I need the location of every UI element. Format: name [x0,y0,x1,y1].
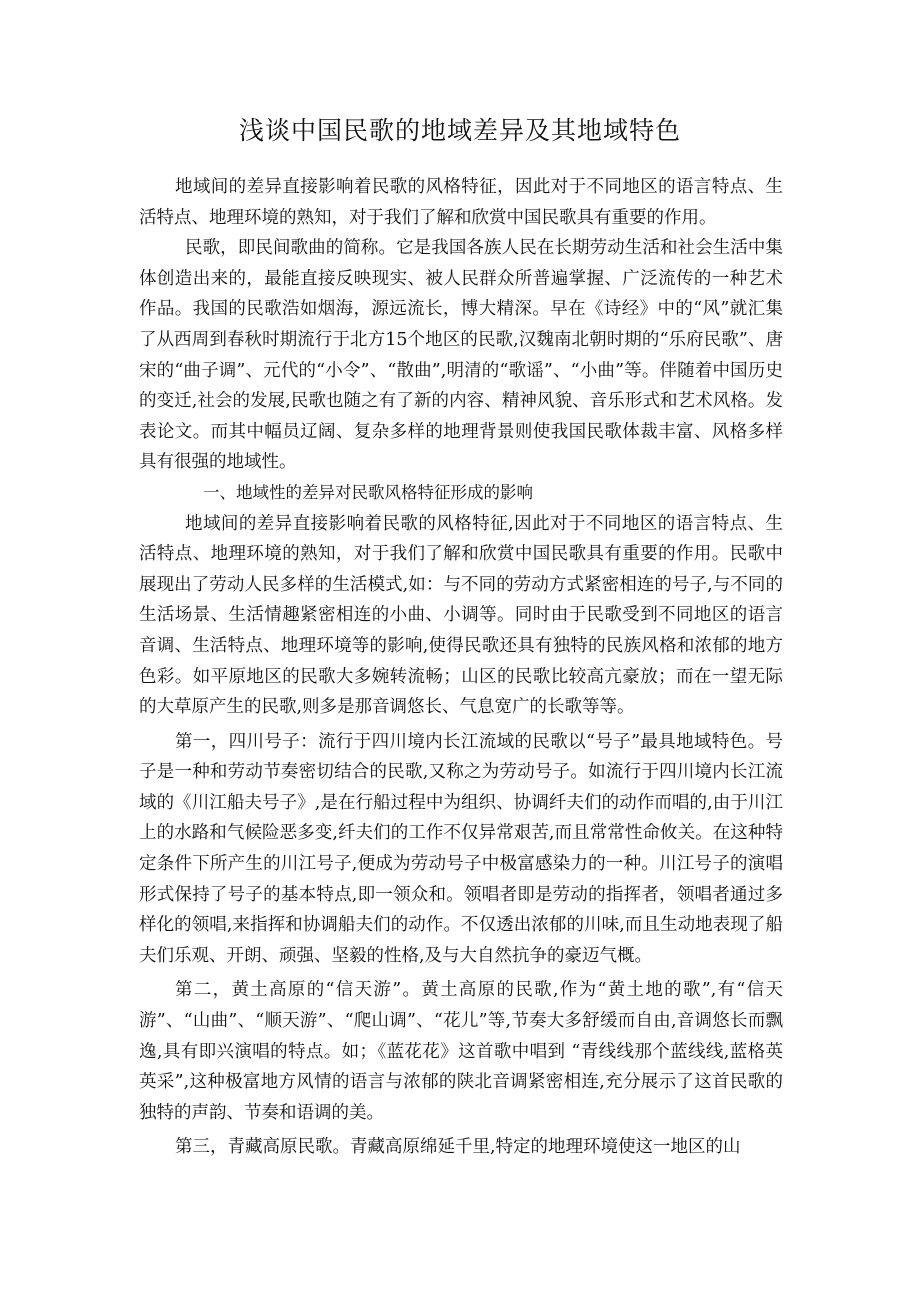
paragraph-regional-differences: 地域间的差异直接影响着民歌的风格特征,因此对于不同地区的语言特点、生活特点、地理环境的熟知，对于我们了解和欣赏中国民歌具有重要的作用。民歌中展现出了劳动人民多样的生活模式,如：与不同的劳动方式紧密相连的号子,与不同的生活场景、生活情趣紧密相连的小曲、小调等。同时由于民歌受到不同地区的语言音调、生活特点、地理环境等的影响,使得民歌还具有独特的民族风格和浓郁的地方色彩。如平原地区的民歌大多婉转流畅；山区的民歌比较高亢豪放；而在一望无际的大草原产生的民歌,则多是那音调悠长、气息宽广的长歌等等。 [139,513,783,718]
paragraph-sichuan-haozi: 第一，四川号子：流行于四川境内长江流域的民歌以“号子”最具地域特色。号子是一种和劳动节奏密切结合的民歌,又称之为劳动号子。如流行于四川境内长江流域的《川江船夫号子》,是在行船过程中为组织、协调纤夫们的动作而唱的,由于川江上的水路和气候险恶多变,纤夫们的工作不仅异常艰苦,而且常常性命攸关。在这种特定条件下所产生的川江号子,便成为劳动号子中极富感染力的一种。川江号子的演唱形式保持了号子的基本特点,即一领众和。领唱者即是劳动的指挥者，领唱者通过多样化的领唱,来指挥和协调船夫们的动作。不仅透出浓郁的川味,而且生动地表现了船夫们乐观、开朗、顽强、坚毅的性格,及与大自然抗争的豪迈气概。 [139,731,783,966]
paragraph-qinghai-tibet: 第三，青藏高原民歌。青藏高原绵延千里,特定的地理环境使这一地区的山 [175,1137,741,1158]
paragraph-xintianyou: 第二，黄土高原的“信天游”。黄土高原的民歌,作为“黄土地的歌”,有“信天游”、“山曲”、“顺天游”、“爬山调”、“花儿”等,节奏大多舒缓而自由,音调悠长而飘逸,具有即兴演唱的特点。如；《蓝花花》这首歌中唱到 “青线线那个蓝线线,蓝格英英采”,这种极富地方风情的语言与浓郁的陕北音调紧密相连,充分展示了这首民歌的独特的声韵、节奏和语调的美。 [139,980,783,1123]
paragraph-definition: 民歌，即民间歌曲的简称。它是我国各族人民在长期劳动生活和社会生活中集体创造出来的，最能直接反映现实、被人民群众所普遍掌握、广泛流传的一种艺术作品。我国的民歌浩如烟海，源远流长，博大精深。早在《诗经》中的“风”就汇集了从西周到春秋时期流行于北方15个地区的民歌,汉魏南北朝时期的“乐府民歌”、唐宋的“曲子调”、元代的“小令”、“散曲”,明清的“歌谣”、“小曲”等。伴随着中国历史的变迁,社会的发展,民歌也随之有了新的内容、精神风貌、音乐形式和艺术风格。发表论文。而其中幅员辽阔、复杂多样的地理背景则使我国民歌体裁丰富、风格多样具有很强的地域性。 [139,238,783,473]
section-heading: 一、地域性的差异对民歌风格特征形成的影响 [203,482,533,502]
page-title: 浅谈中国民歌的地域差异及其地域特色 [238,115,681,145]
paragraph-intro: 地域间的差异直接影响着民歌的风格特征，因此对于不同地区的语言特点、生活特点、地理环境的熟知，对于我们了解和欣赏中国民歌具有重要的作用。 [139,177,783,228]
document-body [139,172,783,1163]
